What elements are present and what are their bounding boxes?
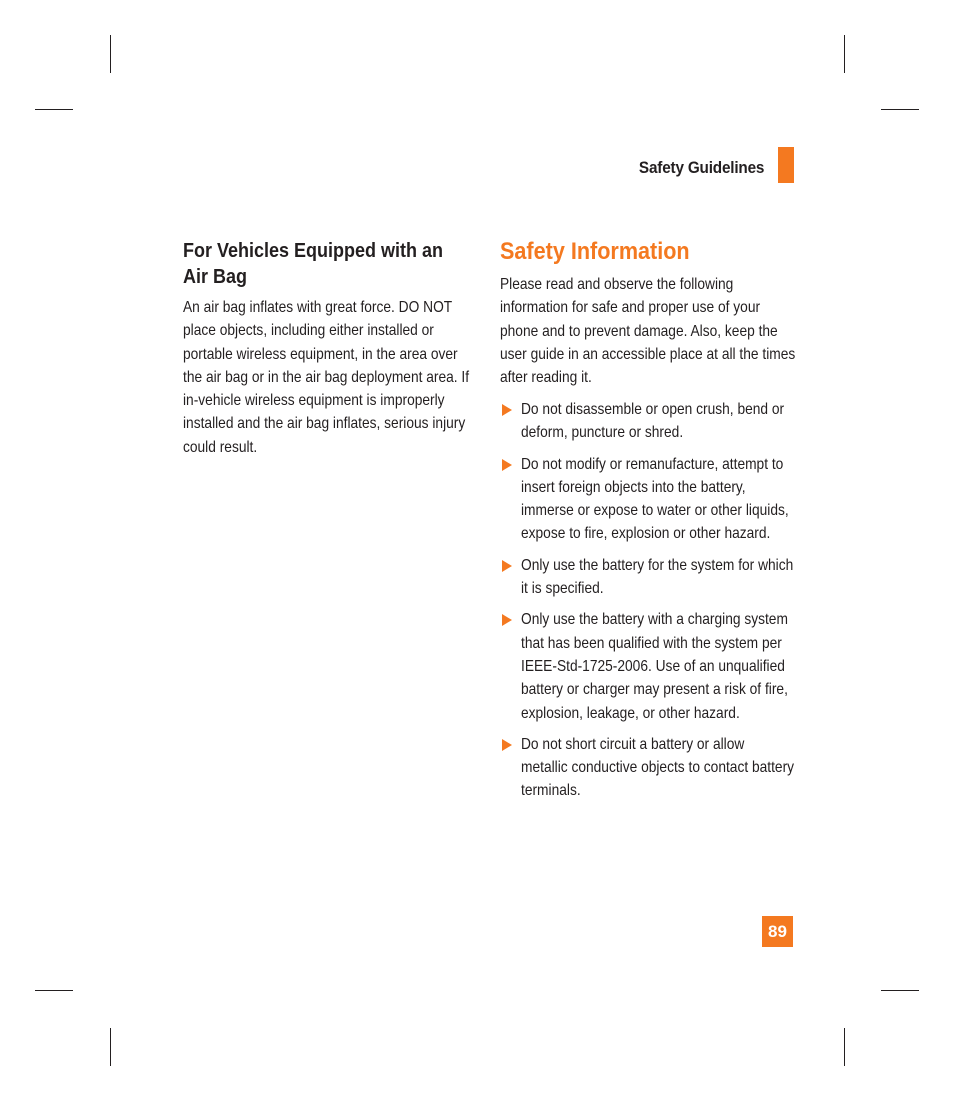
list-item-text: Do not modify or remanufacture, attempt to insert foreign objects into the battery, immerse or expose to water or other liquids, expose to fire, explosion or other hazard. — [521, 455, 789, 543]
list-item-text: Do not disassemble or open crush, bend or deform, puncture or shred. — [521, 401, 785, 442]
list-item-text: Only use the battery with a charging system that has been qualified with the system per IEEE-Std-1725-2006. Use of an unqualified battery or charger may present a risk of fire, explosion, leakage, or other hazard. — [521, 611, 788, 722]
safety-bullet-list — [500, 398, 839, 811]
crop-mark — [881, 990, 919, 991]
page-number: 89 — [762, 916, 793, 947]
crop-mark — [110, 35, 111, 73]
triangle-right-icon — [502, 560, 512, 572]
triangle-right-icon — [502, 459, 512, 471]
list-item — [500, 608, 839, 724]
airbag-paragraph: An air bag inflates with great force. DO NOT place objects, including either installed or portable wireless equipment, in the area over the air bag or in the air bag deployment area. If in-vehicle wireless equipment is improperly installed and the air bag inflates, serious injury could result. — [183, 299, 470, 456]
crop-mark — [35, 990, 73, 991]
triangle-right-icon — [502, 404, 512, 416]
list-item — [500, 398, 839, 445]
triangle-right-icon — [502, 739, 512, 751]
section-header: Safety Guidelines — [638, 158, 764, 177]
crop-mark — [110, 1028, 111, 1066]
crop-mark — [844, 35, 845, 73]
crop-mark — [35, 109, 73, 110]
right-column — [500, 238, 820, 800]
list-item — [500, 554, 839, 601]
list-item — [500, 453, 839, 546]
crop-mark — [881, 109, 919, 110]
crop-mark — [844, 1028, 845, 1066]
list-item-text: Do not short circuit a battery or allow metallic conductive objects to contact battery terminals. — [521, 735, 795, 800]
safety-information-heading: Safety Information — [500, 238, 690, 265]
airbag-heading: For Vehicles Equipped with an Air Bag — [183, 240, 444, 288]
list-item-text: Only use the battery for the system for which it is specified. — [521, 556, 794, 598]
triangle-right-icon — [502, 614, 512, 626]
list-item — [500, 733, 839, 803]
section-tab-marker — [778, 147, 794, 183]
left-column — [183, 238, 483, 459]
safety-intro-paragraph: Please read and observe the following information for safe and proper use of your phone and to prevent damage. Also, keep the user guide in an accessible place at all the times after reading it. — [500, 276, 796, 387]
